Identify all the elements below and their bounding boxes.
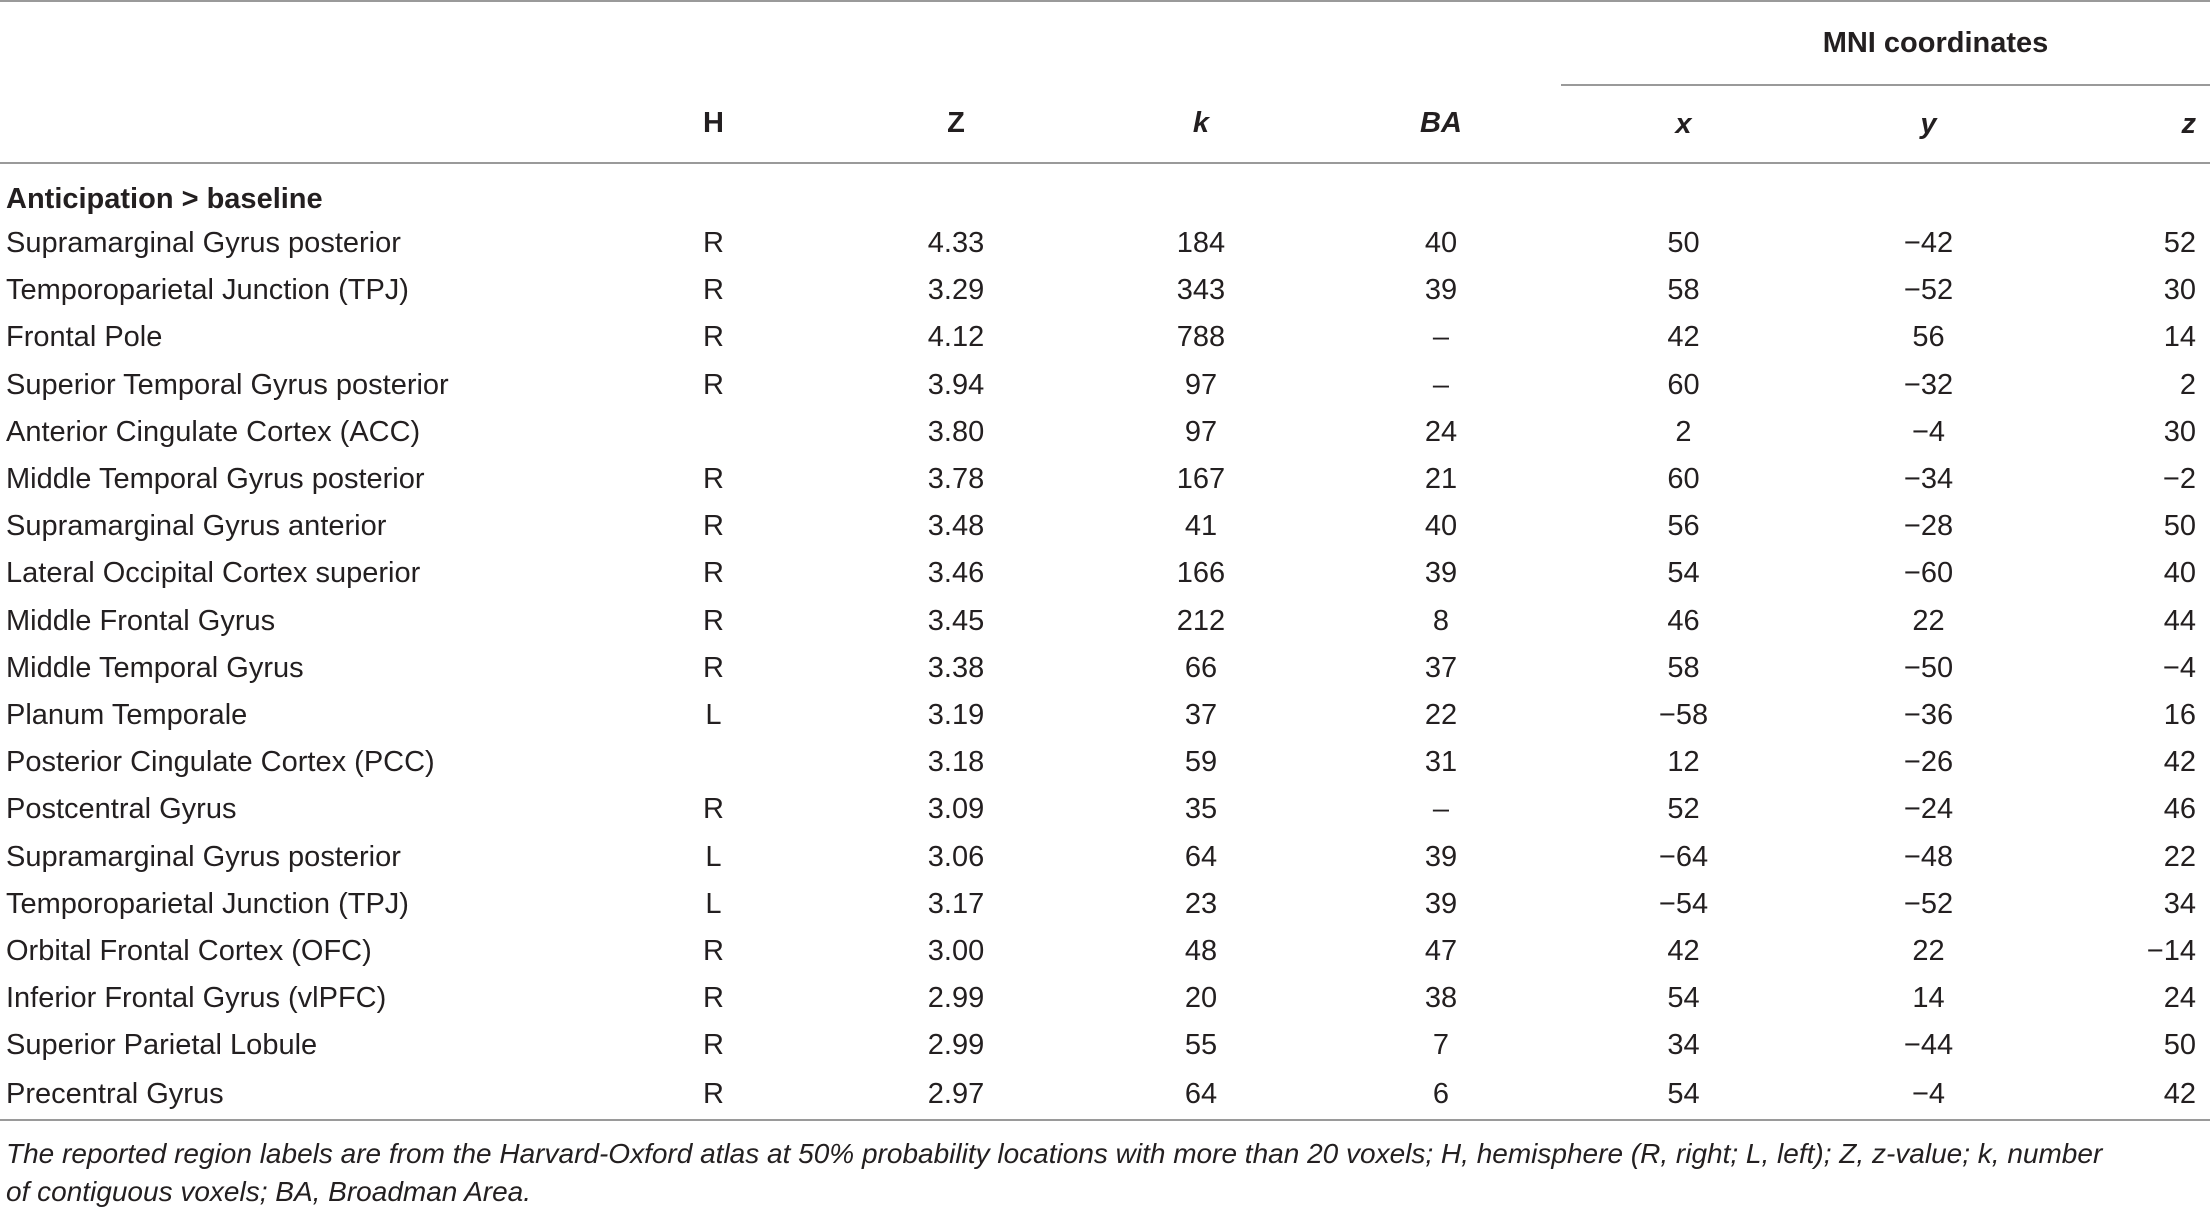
cell-z-value: 3.45 bbox=[927, 604, 985, 637]
cell-hemisphere: R bbox=[703, 1029, 724, 1062]
cell-z-coord: −14 bbox=[2146, 934, 2196, 967]
table-row bbox=[0, 220, 2210, 267]
cell-y: −34 bbox=[1903, 463, 1954, 496]
cell-x: 56 bbox=[1667, 510, 1700, 543]
cell-ba: 31 bbox=[1424, 746, 1458, 779]
cell-z-value: 3.17 bbox=[927, 887, 985, 920]
cell-region: Posterior Cingulate Cortex (PCC) bbox=[6, 746, 435, 779]
cell-region: Precentral Gyrus bbox=[0, 1069, 596, 1120]
cell-hemisphere: R bbox=[703, 934, 724, 967]
cell-z-coord: 40 bbox=[2163, 557, 2196, 590]
cell-region: Superior Parietal Lobule bbox=[6, 1029, 318, 1062]
cell-z-coord: 2 bbox=[2179, 368, 2196, 401]
cell-region: Supramarginal Gyrus posterior bbox=[6, 227, 401, 260]
table-body bbox=[0, 163, 2210, 1120]
cell-y: 22 bbox=[1912, 604, 1945, 637]
cell-z-coord: 52 bbox=[2163, 227, 2196, 260]
cell-y: 22 bbox=[1912, 934, 1945, 967]
cell-x: 50 bbox=[1667, 227, 1700, 260]
table-row bbox=[0, 1069, 2210, 1120]
table-row bbox=[0, 1022, 2210, 1069]
table-row bbox=[0, 975, 2210, 1022]
cell-ba: 7 bbox=[1432, 1029, 1450, 1062]
cell-hemisphere bbox=[596, 739, 831, 786]
cell-y: −26 bbox=[1903, 746, 1954, 779]
cell-k: 59 bbox=[1184, 746, 1218, 779]
cell-z-value: 3.46 bbox=[927, 557, 985, 590]
cell-z-value: 2.99 bbox=[927, 1029, 985, 1062]
table-row bbox=[0, 645, 2210, 692]
cell-x: −54 bbox=[1658, 887, 1709, 920]
cell-ba: 38 bbox=[1424, 982, 1458, 1015]
cell-hemisphere: R bbox=[703, 982, 724, 1015]
cell-z-value: 3.00 bbox=[927, 934, 985, 967]
cell-x: 34 bbox=[1667, 1029, 1700, 1062]
cell-k: 167 bbox=[1176, 463, 1226, 496]
cell-region: Middle Frontal Gyrus bbox=[6, 604, 276, 637]
cell-region: Middle Temporal Gyrus posterior bbox=[6, 463, 425, 496]
cell-y: −36 bbox=[1903, 698, 1954, 731]
cell-k: 23 bbox=[1184, 887, 1218, 920]
cell-region: Temporoparietal Junction (TPJ) bbox=[6, 887, 409, 920]
cell-region: Lateral Occipital Cortex superior bbox=[6, 557, 421, 590]
table-row bbox=[0, 503, 2210, 550]
cell-k: 55 bbox=[1184, 1029, 1218, 1062]
cell-y: −44 bbox=[1903, 1029, 1954, 1062]
cell-x: 42 bbox=[1667, 321, 1700, 354]
cell-ba: 37 bbox=[1424, 651, 1458, 684]
cell-hemisphere: R bbox=[703, 510, 724, 543]
section-label: Anticipation > baseline bbox=[6, 183, 323, 215]
cell-x: 42 bbox=[1667, 934, 1700, 967]
section-row bbox=[0, 163, 2210, 220]
column-header-row bbox=[0, 85, 2210, 163]
cell-z-value: 2.97 bbox=[831, 1069, 1081, 1120]
cell-z-coord: 50 bbox=[2163, 510, 2196, 543]
cell-x: −64 bbox=[1658, 840, 1709, 873]
cell-y: −42 bbox=[1903, 227, 1954, 260]
table-row bbox=[0, 314, 2210, 361]
cell-hemisphere: L bbox=[705, 887, 722, 920]
cell-k: 48 bbox=[1184, 934, 1218, 967]
cell-region: Supramarginal Gyrus anterior bbox=[6, 510, 387, 543]
cell-hemisphere: R bbox=[703, 557, 724, 590]
col-header-y: y bbox=[1806, 85, 2051, 163]
cell-z-value: 3.09 bbox=[927, 793, 985, 826]
cell-z-value: 4.12 bbox=[927, 321, 985, 354]
table-row bbox=[0, 692, 2210, 739]
cell-ba: 24 bbox=[1424, 415, 1458, 448]
table-row bbox=[0, 409, 2210, 456]
cell-z-coord: 16 bbox=[2163, 698, 2196, 731]
cell-hemisphere: L bbox=[705, 840, 722, 873]
cell-ba: 8 bbox=[1432, 604, 1450, 637]
cell-region: Anterior Cingulate Cortex (ACC) bbox=[6, 415, 421, 448]
cell-x: 54 bbox=[1667, 982, 1700, 1015]
cell-x: 54 bbox=[1667, 557, 1700, 590]
cell-ba: 39 bbox=[1424, 840, 1458, 873]
cell-z-value: 3.38 bbox=[927, 651, 985, 684]
cell-k: 184 bbox=[1176, 227, 1226, 260]
table-row bbox=[0, 550, 2210, 597]
cell-z-coord: −4 bbox=[2162, 651, 2196, 684]
cell-z-value: 3.06 bbox=[927, 840, 985, 873]
col-header-region bbox=[0, 85, 596, 163]
cell-z-value: 3.78 bbox=[927, 463, 985, 496]
table-row bbox=[0, 739, 2210, 786]
col-header-ba: BA bbox=[1321, 85, 1561, 163]
table-row bbox=[0, 833, 2210, 880]
cell-z-coord: −2 bbox=[2162, 463, 2196, 496]
cell-y: −60 bbox=[1903, 557, 1954, 590]
cell-k: 66 bbox=[1184, 651, 1218, 684]
cell-y: −4 bbox=[1806, 1069, 2051, 1120]
cell-y: −50 bbox=[1903, 651, 1954, 684]
cell-k: 35 bbox=[1184, 793, 1218, 826]
cell-y: −52 bbox=[1903, 274, 1954, 307]
cell-k: 64 bbox=[1184, 840, 1218, 873]
header-spacer bbox=[0, 1, 1561, 85]
table-footnote: The reported region labels are from the Harvard-Oxford atlas at 50% probability locations with more than 20 voxels; H, hemisphere (R, right; L, left); Z, z-value; k, number of contiguous voxels; BA, Broadman Area. bbox=[6, 1138, 2103, 1207]
cell-k: 788 bbox=[1176, 321, 1226, 354]
cell-k: 97 bbox=[1184, 415, 1218, 448]
cell-z-value: 4.33 bbox=[927, 227, 985, 260]
cell-ba: 21 bbox=[1424, 463, 1458, 496]
table-row bbox=[0, 267, 2210, 314]
cell-z-coord: 42 bbox=[2051, 1069, 2210, 1120]
cell-z-value: 3.48 bbox=[927, 510, 985, 543]
cell-k: 41 bbox=[1184, 510, 1218, 543]
table-row bbox=[0, 881, 2210, 928]
cell-x: 58 bbox=[1667, 651, 1700, 684]
cell-y: −48 bbox=[1903, 840, 1954, 873]
cell-y: −52 bbox=[1903, 887, 1954, 920]
cell-k: 343 bbox=[1176, 274, 1226, 307]
cell-hemisphere bbox=[596, 409, 831, 456]
table-row bbox=[0, 928, 2210, 975]
cell-y: −4 bbox=[1911, 415, 1946, 448]
cell-region: Supramarginal Gyrus posterior bbox=[6, 840, 401, 873]
cell-ba: 40 bbox=[1424, 227, 1458, 260]
cell-x: 60 bbox=[1667, 463, 1700, 496]
cell-region: Frontal Pole bbox=[6, 321, 163, 354]
cell-x: 2 bbox=[1675, 415, 1692, 448]
cell-ba: 22 bbox=[1424, 698, 1458, 731]
cell-region: Temporoparietal Junction (TPJ) bbox=[6, 274, 409, 307]
cell-hemisphere: R bbox=[703, 368, 724, 401]
cell-k: 37 bbox=[1184, 698, 1218, 731]
cell-x: 52 bbox=[1667, 793, 1700, 826]
cell-z-coord: 34 bbox=[2163, 887, 2196, 920]
col-header-x: x bbox=[1561, 85, 1806, 163]
cell-ba: 39 bbox=[1424, 557, 1458, 590]
cell-z-coord: 22 bbox=[2163, 840, 2196, 873]
cell-region: Planum Temporale bbox=[6, 698, 248, 731]
cell-region: Superior Temporal Gyrus posterior bbox=[6, 368, 449, 401]
mni-coordinates-header bbox=[1561, 1, 2210, 85]
col-header-hemisphere: H bbox=[596, 85, 831, 163]
cell-ba: 39 bbox=[1424, 887, 1458, 920]
cell-ba: 47 bbox=[1424, 934, 1458, 967]
table-row bbox=[0, 786, 2210, 833]
table-row bbox=[0, 362, 2210, 409]
cell-z-value: 3.29 bbox=[927, 274, 985, 307]
cell-k: 64 bbox=[1081, 1069, 1321, 1120]
col-header-z-value: Z bbox=[831, 85, 1081, 163]
cell-hemisphere: R bbox=[596, 1069, 831, 1120]
col-header-k: k bbox=[1081, 85, 1321, 163]
table-row bbox=[0, 598, 2210, 645]
cell-ba: – bbox=[1432, 793, 1450, 826]
cell-hemisphere: R bbox=[703, 463, 724, 496]
cell-k: 20 bbox=[1184, 982, 1218, 1015]
cell-ba: 39 bbox=[1424, 274, 1458, 307]
cell-hemisphere: L bbox=[705, 698, 722, 731]
col-header-z-coord: z bbox=[2051, 85, 2210, 163]
mni-coordinates-label: MNI coordinates bbox=[1822, 26, 2049, 59]
cell-z-coord: 46 bbox=[2163, 793, 2196, 826]
cell-k: 212 bbox=[1176, 604, 1226, 637]
cell-x: 54 bbox=[1561, 1069, 1806, 1120]
cell-ba: 40 bbox=[1424, 510, 1458, 543]
cell-hemisphere: R bbox=[703, 604, 724, 637]
cell-ba: 6 bbox=[1321, 1069, 1561, 1120]
cell-y: 56 bbox=[1912, 321, 1945, 354]
cell-ba: – bbox=[1432, 368, 1450, 401]
cell-ba: – bbox=[1432, 321, 1450, 354]
cell-hemisphere: R bbox=[703, 651, 724, 684]
cell-z-value: 3.18 bbox=[927, 746, 985, 779]
cell-z-coord: 30 bbox=[2163, 415, 2196, 448]
cell-z-coord: 14 bbox=[2163, 321, 2196, 354]
cell-x: −58 bbox=[1658, 698, 1709, 731]
cell-y: 14 bbox=[1912, 982, 1945, 1015]
cell-z-coord: 50 bbox=[2163, 1029, 2196, 1062]
cell-x: 12 bbox=[1667, 746, 1700, 779]
cell-y: −24 bbox=[1903, 793, 1954, 826]
cell-x: 58 bbox=[1667, 274, 1700, 307]
cell-z-coord: 42 bbox=[2163, 746, 2196, 779]
cell-hemisphere: R bbox=[703, 227, 724, 260]
cell-region: Orbital Frontal Cortex (OFC) bbox=[6, 934, 372, 967]
cell-k: 97 bbox=[1184, 368, 1218, 401]
cell-z-coord: 44 bbox=[2163, 604, 2196, 637]
cell-region: Middle Temporal Gyrus bbox=[6, 651, 304, 684]
cell-hemisphere: R bbox=[703, 793, 724, 826]
table-row bbox=[0, 456, 2210, 503]
cell-hemisphere: R bbox=[703, 274, 724, 307]
header-group-row bbox=[0, 1, 2210, 85]
cell-z-coord: 30 bbox=[2163, 274, 2196, 307]
cell-x: 60 bbox=[1667, 368, 1700, 401]
cell-z-coord: 24 bbox=[2163, 982, 2196, 1015]
cell-region: Inferior Frontal Gyrus (vlPFC) bbox=[6, 982, 387, 1015]
cell-z-value: 3.94 bbox=[927, 368, 985, 401]
cell-y: −32 bbox=[1903, 368, 1954, 401]
cell-k: 166 bbox=[1176, 557, 1226, 590]
cell-x: 46 bbox=[1667, 604, 1700, 637]
cell-region: Postcentral Gyrus bbox=[6, 793, 237, 826]
cell-hemisphere: R bbox=[703, 321, 724, 354]
cell-z-value: 2.99 bbox=[927, 982, 985, 1015]
cell-z-value: 3.80 bbox=[927, 415, 985, 448]
table-header bbox=[0, 1, 2210, 163]
cell-y: −28 bbox=[1903, 510, 1954, 543]
cell-z-value: 3.19 bbox=[927, 698, 985, 731]
